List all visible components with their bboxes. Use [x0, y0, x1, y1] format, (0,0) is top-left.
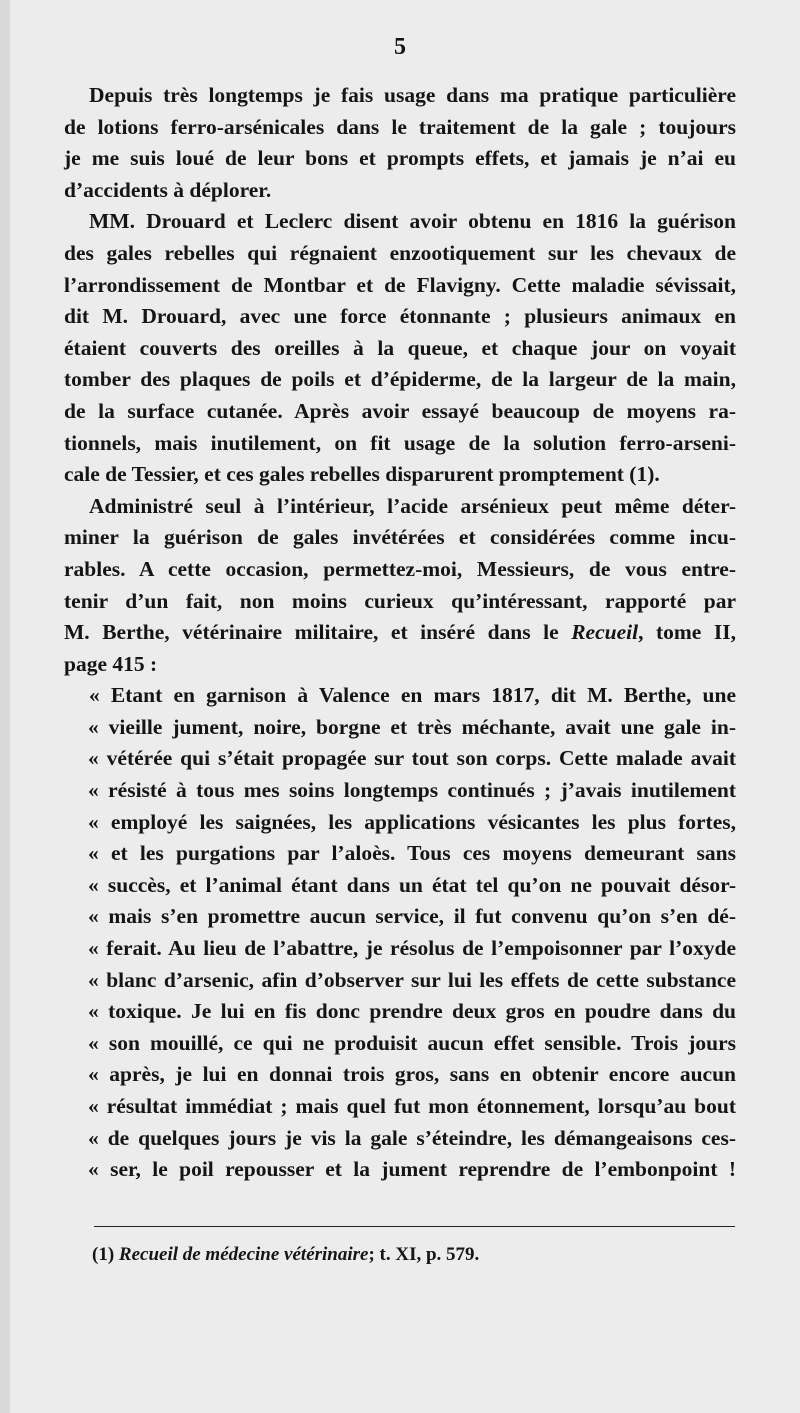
text-line: « ser, le poil repousser et la jument reprendre de l’embonpoint !: [88, 1157, 736, 1182]
text-line: de la surface cutanée. Après avoir essayé beaucoup de moyens ra-: [64, 398, 736, 423]
text-line: M. Berthe, vétérinaire militaire, et inséré dans le Recueil, tome II,: [64, 620, 736, 645]
text-line: rables. A cette occasion, permettez-moi, Messieurs, de vous entre-: [64, 556, 736, 581]
text-line: « toxique. Je lui en fis donc prendre deux gros en poudre dans du: [88, 999, 736, 1024]
text-line: « et les purgations par l’aloès. Tous ces moyens demeurant sans: [88, 841, 736, 866]
text-line: d’accidents à déplorer.: [64, 177, 272, 202]
page-edge-shadow: [0, 0, 10, 1413]
text-line: « ferait. Au lieu de l’abattre, je résolus de l’empoisonner par l’oxyde: [88, 936, 736, 961]
text-line: page 415 :: [64, 651, 158, 676]
footnote-title: Recueil de médecine vétérinaire: [118, 1244, 369, 1265]
text-line: « après, je lui en donnai trois gros, sans en obtenir encore aucun: [88, 1062, 736, 1087]
text-line: étaient couverts des oreilles à la queue, et chaque jour on voyait: [64, 335, 736, 360]
text-line: « résisté à tous mes soins longtemps continués ; j’avais inutilement: [88, 778, 736, 803]
text-line: je me suis loué de leur bons et prompts effets, et jamais je n’ai eu: [64, 146, 736, 171]
text-line: « mais s’en promettre aucun service, il fut convenu qu’on s’en dé-: [88, 904, 736, 929]
text-line: « vieille jument, noire, borgne et très méchante, avait une gale in-: [88, 714, 736, 739]
text-line: « Etant en garnison à Valence en mars 1817, dit M. Berthe, une: [89, 683, 736, 708]
text-line: Administré seul à l’intérieur, l’acide arsénieux peut même déter-: [89, 493, 736, 518]
footnote-marker: (1): [92, 1244, 115, 1265]
text-line: miner la guérison de gales invétérées et considérées comme incu-: [64, 525, 736, 550]
page-number: 5: [394, 34, 406, 60]
text-line: « vétérée qui s’était propagée sur tout son corps. Cette malade avait: [88, 746, 736, 771]
text-line: tionnels, mais inutilement, on fit usage de la solution ferro-arseni-: [64, 430, 736, 455]
footnote-rule: [94, 1226, 735, 1227]
text-line: dit M. Drouard, avec une force étonnante ; plusieurs animaux en: [64, 304, 736, 329]
text-line: « résultat immédiat ; mais quel fut mon étonnement, lorsqu’au bout: [88, 1094, 736, 1118]
text-line: tenir d’un fait, non moins curieux qu’intéressant, rapporté par: [64, 588, 736, 613]
body-text: [64, 80, 736, 1186]
text-line: Depuis très longtemps je fais usage dans ma pratique particulière: [89, 83, 736, 107]
text-line: des gales rebelles qui régnaient enzootiquement sur les chevaux de: [64, 240, 736, 265]
text-line: « succès, et l’animal étant dans un état tel qu’on ne pouvait désor-: [88, 872, 736, 897]
text-line: cale de Tessier, et ces gales rebelles disparurent promptement (1).: [64, 462, 660, 487]
text-line: « son mouillé, ce qui ne produisit aucun effet sensible. Trois jours: [88, 1030, 736, 1055]
text-line: « blanc d’arsenic, afin d’observer sur lui les effets de cette substance: [88, 967, 736, 992]
text-line: MM. Drouard et Leclerc disent avoir obtenu en 1816 la guérison: [89, 209, 736, 234]
footnote-ref: ; t. XI, p. 579.: [368, 1244, 480, 1265]
text-line: « employé les saignées, les applications vésicantes les plus fortes,: [88, 809, 736, 834]
footnote: [92, 1244, 479, 1266]
text-line: « de quelques jours je vis la gale s’éteindre, les démangeaisons ces-: [88, 1125, 736, 1150]
text-line: de lotions ferro-arsénicales dans le traitement de la gale ; toujours: [64, 114, 736, 139]
text-line: tomber des plaques de poils et d’épiderme, de la largeur de la main,: [64, 367, 736, 392]
text-line: l’arrondissement de Montbar et de Flavigny. Cette maladie sévissait,: [64, 272, 736, 297]
